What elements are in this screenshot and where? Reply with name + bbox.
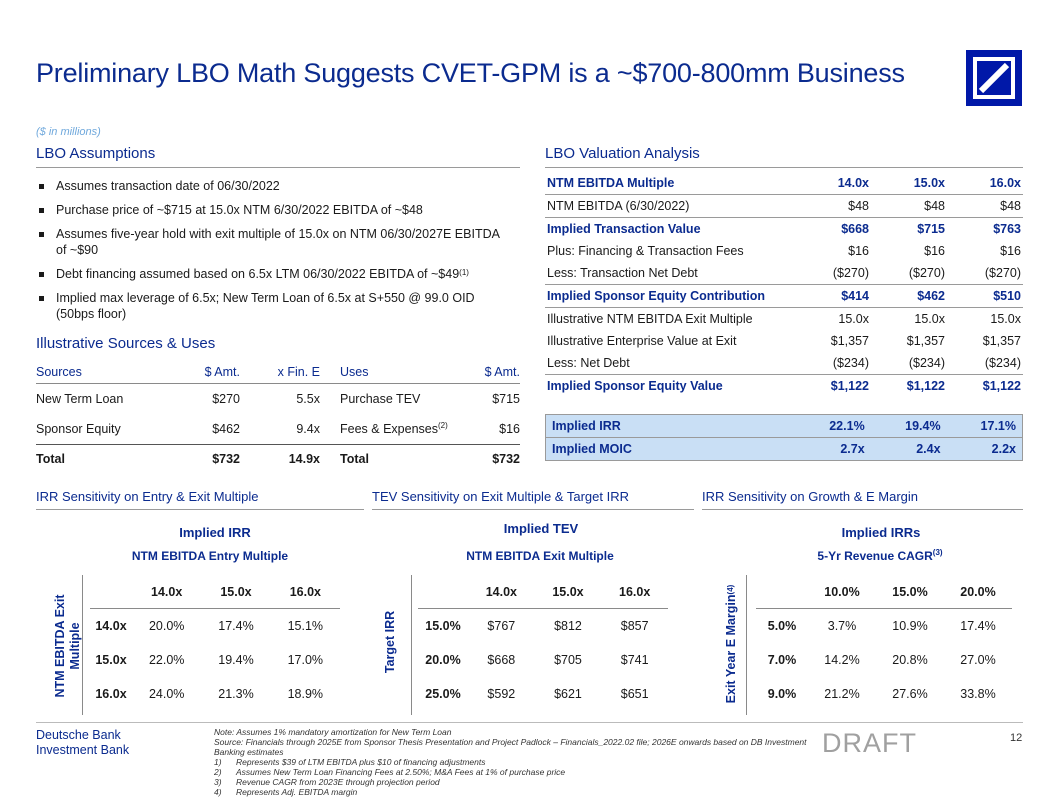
divider	[411, 575, 412, 715]
sens2-grid	[418, 576, 668, 711]
deutsche-bank-logo	[966, 50, 1022, 106]
table-row: Sponsor Equity $462 9.4x Fees & Expenses$^{(2)}$ $16	[36, 421, 520, 436]
divider	[545, 167, 1023, 168]
page-number: 12	[1010, 732, 1023, 744]
assumptions-list	[36, 178, 506, 330]
implied-moic-row: Implied MOIC 2.7x 2.4x 2.2x	[552, 442, 1016, 456]
sens3-grid	[756, 576, 1012, 711]
bullet-item: Implied max leverage of 6.5x; New Term Loan of 6.5x at S+550 @ 99.0 OID (50bps floor)	[36, 290, 506, 322]
table-row: 20.0% $668 $705 $741	[425, 653, 649, 667]
sources-uses-table	[36, 361, 520, 473]
sens1-title: Implied IRR	[179, 525, 251, 540]
sens2-col-axis: NTM EBITDA Exit Multiple	[466, 549, 614, 563]
sens1-heading: IRR Sensitivity on Entry & Exit Multiple	[36, 489, 259, 504]
divider	[746, 575, 747, 715]
table-row: NTM EBITDA (6/30/2022) $48 $48 $48	[545, 195, 1023, 218]
table-row: 25.0% $592 $621 $651	[425, 687, 649, 701]
footer-divider	[36, 722, 1023, 723]
bullet-item: Purchase price of ~$715 at 15.0x NTM 6/30/2022 EBITDA of ~$48	[36, 202, 506, 218]
footer-company: Deutsche Bank Investment Bank	[36, 728, 130, 757]
sens1-row-axis: NTM EBITDA Exit Multiple	[53, 594, 82, 698]
table-row: NTM EBITDA Multiple 14.0x 15.0x 16.0x	[545, 172, 1023, 195]
footnote-note: Note: Assumes 1% mandatory amortization for New Term Loan	[214, 727, 452, 737]
returns-summary-table	[545, 414, 1023, 461]
table-row: Implied Sponsor Equity Contribution $414 $462 $510	[545, 285, 1023, 308]
divider	[36, 509, 364, 510]
lbo-assumptions-heading: LBO Assumptions	[36, 145, 156, 162]
divider	[372, 509, 694, 510]
sens2-title: Implied TEV	[503, 521, 579, 536]
draft-watermark: DRAFT	[822, 728, 917, 758]
currency-note: ($ in millions)	[36, 126, 101, 138]
table-row: 9.0% 21.2% 27.6% 33.8%	[767, 687, 996, 701]
bullet-item: Assumes transaction date of 06/30/2022	[36, 178, 506, 194]
column-header: $ Amt.	[460, 361, 520, 384]
table-row: Illustrative Enterprise Value at Exit $1,357 $1,357 $1,357	[547, 334, 1021, 348]
table-header-row: 14.0x 15.0x 16.0x	[90, 576, 340, 609]
footnotes	[214, 727, 814, 797]
bullet-item: Assumes five-year hold with exit multiple of 15.0x on NTM 06/30/2027E EBITDA of ~$90	[36, 226, 506, 258]
sens2-heading: TEV Sensitivity on Exit Multiple & Target IRR	[372, 489, 629, 504]
column-header: Sources	[36, 361, 164, 384]
lbo-valuation-heading: LBO Valuation Analysis	[545, 145, 700, 162]
total-row: Total $732 14.9x Total $732	[36, 445, 520, 474]
table-row: 15.0% $767 $812 $857	[425, 619, 649, 633]
sources-uses-heading: Illustrative Sources & Uses	[36, 335, 216, 352]
page-title: Preliminary LBO Math Suggests CVET-GPM is a ~$700-800mm Business	[36, 58, 905, 88]
table-row: 15.0x 22.0% 19.4% 17.0%	[95, 653, 324, 667]
table-row: 14.0x 20.0% 17.4% 15.1%	[95, 619, 324, 633]
table-row: Implied Sponsor Equity Value $1,122 $1,122 $1,122	[547, 379, 1021, 393]
column-header: Uses	[320, 361, 460, 384]
implied-irr-row: Implied IRR 22.1% 19.4% 17.1%	[546, 415, 1023, 438]
table-row: Implied Transaction Value $668 $715 $763	[547, 222, 1021, 236]
table-row: Less: Net Debt ($234) ($234) ($234)	[545, 352, 1023, 375]
sens3-heading: IRR Sensitivity on Growth & E Margin	[702, 489, 919, 504]
table-row: 16.0x 24.0% 21.3% 18.9%	[95, 687, 324, 701]
table-row: Illustrative NTM EBITDA Exit Multiple 15.0x 15.0x 15.0x	[547, 312, 1021, 326]
footnote-item: 2) Assumes New Term Loan Financing Fees at 2.50%; M&A Fees at 1% of purchase price	[214, 767, 566, 777]
sens2-row-axis: Target IRR	[383, 610, 397, 674]
table-row: Less: Transaction Net Debt ($270) ($270) ($270)	[545, 262, 1023, 285]
table-header-row: 14.0x 15.0x 16.0x	[418, 576, 668, 609]
table-header-row: 10.0% 15.0% 20.0%	[756, 576, 1012, 609]
column-header: $ Amt.	[164, 361, 240, 384]
sens3-title: Implied IRRs	[841, 525, 921, 540]
lbo-valuation-table	[545, 172, 1023, 397]
sens3-row-axis: Exit Year E Margin$^{(4)}$	[724, 584, 738, 704]
table-row: 7.0% 14.2% 20.8% 27.0%	[767, 653, 996, 667]
divider	[36, 167, 520, 168]
table-row: Plus: Financing & Transaction Fees $16 $16 $16	[547, 244, 1021, 258]
table-row: New Term Loan $270 5.5x Purchase TEV $715	[36, 392, 520, 406]
divider	[702, 509, 1023, 510]
sens1-grid	[90, 576, 340, 711]
sens3-col-axis: 5-Yr Revenue CAGR$^{(3)}$	[817, 548, 943, 563]
table-header-row	[36, 361, 520, 384]
footnote-source: Source: Financials through 2025E from Sponsor Thesis Presentation and Project Padlock – Financials_2022.02 file; 2026E onwards based on DB Investment Banking estimates	[214, 737, 807, 757]
table-row: 5.0% 3.7% 10.9% 17.4%	[767, 619, 996, 633]
footnote-item: 1) Represents $39 of LTM EBITDA plus $10 of financing adjustments	[214, 757, 486, 767]
column-header: x Fin. E	[240, 361, 320, 384]
divider	[82, 575, 83, 715]
footnote-item: 4) Represents Adj. EBITDA margin	[214, 787, 358, 797]
footnote-item: 3) Revenue CAGR from 2023E through projection period	[214, 777, 440, 787]
bullet-item: Debt financing assumed based on 6.5x LTM 06/30/2022 EBITDA of ~$49$^{(1)}$	[36, 266, 506, 282]
sens1-col-axis: NTM EBITDA Entry Multiple	[131, 549, 289, 563]
